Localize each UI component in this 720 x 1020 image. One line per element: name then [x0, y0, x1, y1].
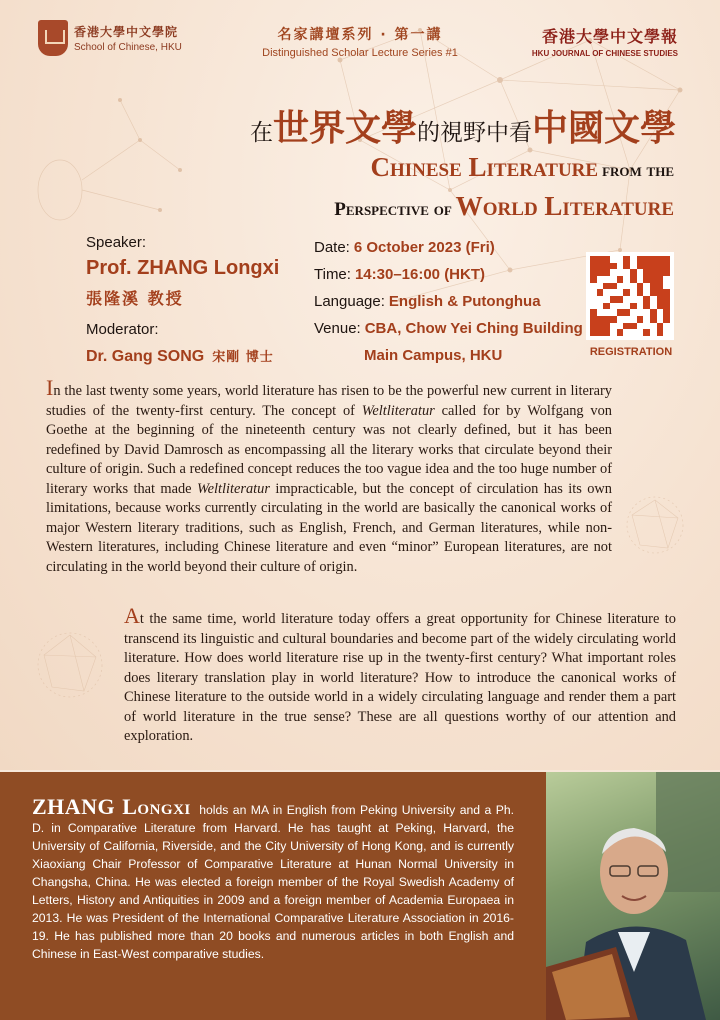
- speaker-photo: [546, 772, 720, 1020]
- journal-name-en: HKU JOURNAL OF CHINESE STUDIES: [531, 49, 678, 58]
- speaker-label: Speaker:: [86, 234, 147, 251]
- registration-label: REGISTRATION: [589, 346, 673, 358]
- time-row: Time: 14:30–16:00 (HKT): [314, 266, 486, 283]
- registration-qr[interactable]: [586, 252, 676, 358]
- series-title-zh: 名家講壇系列 · 第一講: [277, 27, 443, 43]
- speaker-photo-icon: [546, 772, 720, 1020]
- speaker-name: Prof. ZHANG Longxi: [86, 257, 280, 279]
- event-venue: CBA, Chow Yei Ching Building: [364, 320, 583, 337]
- speaker-info: [86, 234, 279, 366]
- school-name-en: School of Chinese, HKU: [74, 42, 182, 53]
- drop-cap: I: [46, 375, 54, 400]
- journal-logo: [532, 24, 678, 58]
- bio-name: ZHANG Longxi: [32, 794, 191, 819]
- speaker-bio: ZHANG Longxi holds an MA in English from Peking University and a Ph. D. in Comparative Literature from Harvard. He has taught at Peking, Harvard, the University of California, Riverside, and the City University of Hong Kong, and is currently Xiaoxiang Chair Professor of Comparative Literature at Hunan Normal University in Changsha, China. He was elected a foreign member of the Royal Swedish Academy of Letters, History and Antiquities in 2009 and a foreign member of Academia Europaea in 2013. He was President of the International Comparative Literature Association in 2016-19. He has published more than 20 books and numerous articles in both English and Chinese in East-West comparative studies.: [32, 794, 514, 961]
- abstract-paragraph-2: At the same time, world literature today offers a great opportunity for Chinese literature to transcend its linguistic and cultural boundaries and become part of the widely circulating world literature. How does world literature rise up in the twenty-first century? What important roles does literary translation play in world literature? How to introduce the canonical works of Chinese literature to the outside world in a widely circulating language and render them a part of world literature in the true sense? These are all questions worthy of our attention and exploration.: [124, 603, 676, 744]
- series-title-en: Distinguished Scholar Lecture Series #1: [262, 47, 458, 59]
- event-language: English & Putonghua: [388, 293, 541, 310]
- drop-cap: A: [124, 603, 140, 628]
- school-name-zh: 香港大學中文學院: [74, 25, 179, 39]
- venue-row: Venue: CBA, Chow Yei Ching Building Main Campus, HKU: [314, 315, 583, 369]
- event-date: 6 October 2023 (Fri): [353, 239, 495, 256]
- event-details: [314, 234, 583, 369]
- event-venue-line2: Main Campus, HKU: [364, 347, 503, 364]
- title-en-line1-main: Chinese Literature: [370, 152, 599, 182]
- moderator-name: Dr. Gang SONG 宋剛 博士: [86, 348, 274, 365]
- decorative-network-left: [10, 80, 200, 230]
- decorative-sphere-right: [620, 490, 690, 560]
- speaker-name-zh: 張隆溪 教授: [86, 289, 184, 308]
- title-en-line2-head: Perspective of: [334, 199, 452, 220]
- decorative-sphere-left: [30, 625, 110, 705]
- title-en-line1-tail: from the: [602, 160, 674, 181]
- moderator-name-zh: 宋剛 博士: [212, 350, 274, 365]
- title-en: [334, 150, 674, 228]
- qr-code-icon[interactable]: [586, 252, 674, 340]
- title-zh: 在世界文學的視野中看中國文學: [249, 107, 676, 149]
- journal-name-zh: 香港大學中文學報: [541, 27, 678, 46]
- abstract-paragraph-1: In the last twenty some years, world literature has risen to be the powerful new current in literary studies of the twenty-first century. The concept of Weltliteratur called for by Wolfgang von Goethe at the beginning of the nineteenth century was not clearly defined, but it has been redefined by David Damrosch as encompassing all the literary works that circulate beyond their culture of origin. Such a redefined concept reduces the too vague idea and the too huge number of literary works that made Weltliteratur impracticable, but the concept of circulation has its own limitations, because works currently circulating in the world are basically the canonical works of major Western literary traditions, such as English, French, and German literatures, while non-Western literatures, including Chinese literature and even “minor” European literatures, are not circulating in the world beyond their culture of origin.: [46, 375, 612, 575]
- title-en-line2-main: World Literature: [455, 191, 674, 221]
- event-time: 14:30–16:00 (HKT): [354, 266, 486, 283]
- date-row: Date: 6 October 2023 (Fri): [314, 239, 495, 256]
- moderator-label: Moderator:: [86, 321, 159, 338]
- language-row: Language: English & Putonghua: [314, 293, 541, 310]
